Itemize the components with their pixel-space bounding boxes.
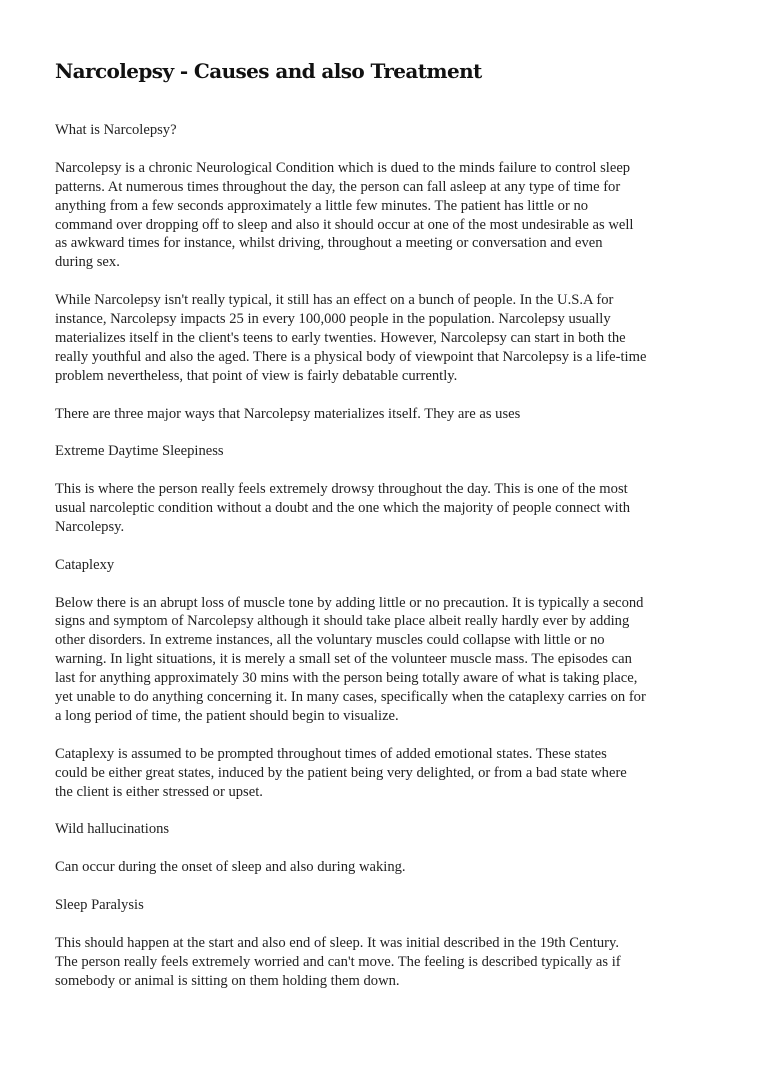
- text-line: during sex.: [55, 254, 120, 271]
- text-line: This should happen at the start and also end of sleep. It was initial described in the 19th Century.: [55, 934, 620, 951]
- text-line: as awkward times for instance, whilst driving, throughout a meeting or conversation and even: [55, 235, 603, 252]
- paragraph: [55, 291, 735, 386]
- paragraph: [55, 480, 735, 537]
- text-line: Sleep Paralysis: [55, 896, 144, 913]
- text-line: instance, Narcolepsy impacts 25 in every 100,000 people in the population. Narcolepsy usually: [55, 311, 611, 328]
- text-line: Wild hallucinations: [55, 821, 170, 838]
- section-heading: [55, 896, 735, 915]
- paragraph: [55, 159, 735, 272]
- text-line: could be either great states, induced by the patient being very delighted, or from a bad state where: [55, 764, 627, 781]
- text-line: a long period of time, the patient should begin to visualize.: [55, 707, 399, 724]
- text-line: Narcolepsy is a chronic Neurological Condition which is dued to the minds failure to control sleep: [55, 159, 631, 176]
- text-line: Below there is an abrupt loss of muscle tone by adding little or no precaution. It is typically a second: [55, 594, 644, 611]
- text-line: Narcolepsy.: [55, 518, 125, 535]
- text-line: This is where the person really feels extremely drowsy throughout the day. This is one of the most: [55, 481, 628, 498]
- section-heading: [55, 121, 735, 140]
- paragraph: [55, 594, 735, 726]
- paragraph: [55, 745, 735, 802]
- text-line: yet unable to do anything concerning it. In many cases, specifically when the cataplexy carries on for: [55, 689, 646, 706]
- text-line: Cataplexy is assumed to be prompted throughout times of added emotional states. These states: [55, 745, 607, 762]
- section-heading: [55, 820, 735, 839]
- section-heading: [55, 442, 735, 461]
- text-line: Extreme Daytime Sleepiness: [55, 443, 224, 460]
- text-line: What is Narcolepsy?: [55, 122, 177, 138]
- document-body: [55, 121, 735, 1009]
- text-line: signs and symptom of Narcolepsy although it should take place albeit really hardly ever by adding: [55, 613, 630, 630]
- text-line: usual narcoleptic condition without a doubt and the one which the majority of people connect with: [55, 500, 631, 517]
- text-line: There are three major ways that Narcolepsy materializes itself. They are as uses: [55, 405, 521, 422]
- text-line: patterns. At numerous times throughout the day, the person can fall asleep at any type of time for: [55, 178, 621, 195]
- text-line: Can occur during the onset of sleep and also during waking.: [55, 859, 406, 876]
- paragraph: [55, 405, 735, 424]
- text-line: anything from a few seconds approximately a little few minutes. The patient has little or no: [55, 197, 589, 214]
- document-title: Narcolepsy - Causes and also Treatment: [55, 59, 482, 83]
- paragraph: [55, 858, 735, 877]
- text-line: Cataplexy: [55, 556, 115, 573]
- text-line: the client is either stressed or upset.: [55, 783, 263, 800]
- section-heading: [55, 556, 735, 575]
- paragraph: [55, 934, 735, 991]
- text-line: materializes itself in the client's teens to early twenties. However, Narcolepsy can start in both the: [55, 329, 626, 346]
- text-line: last for anything approximately 30 mins with the person being totally aware of what is taking place,: [55, 670, 638, 687]
- text-line: other disorders. In extreme instances, all the voluntary muscles could collapse with little or no: [55, 632, 605, 649]
- text-line: The person really feels extremely worried and can't move. The feeling is described typically as if: [55, 953, 621, 970]
- text-line: warning. In light situations, it is merely a small set of the volunteer muscle mass. The episodes can: [55, 651, 632, 668]
- text-line: somebody or animal is sitting on them holding them down.: [55, 972, 400, 989]
- text-line: really youthful and also the aged. There is a physical body of viewpoint that Narcolepsy is a life-time: [55, 348, 647, 365]
- text-line: While Narcolepsy isn't really typical, it still has an effect on a bunch of people. In the U.S.A for: [55, 292, 614, 309]
- text-line: problem nevertheless, that point of view is fairly debatable currently.: [55, 367, 458, 384]
- text-line: command over dropping off to sleep and also it should occur at one of the most undesirable as well: [55, 216, 634, 233]
